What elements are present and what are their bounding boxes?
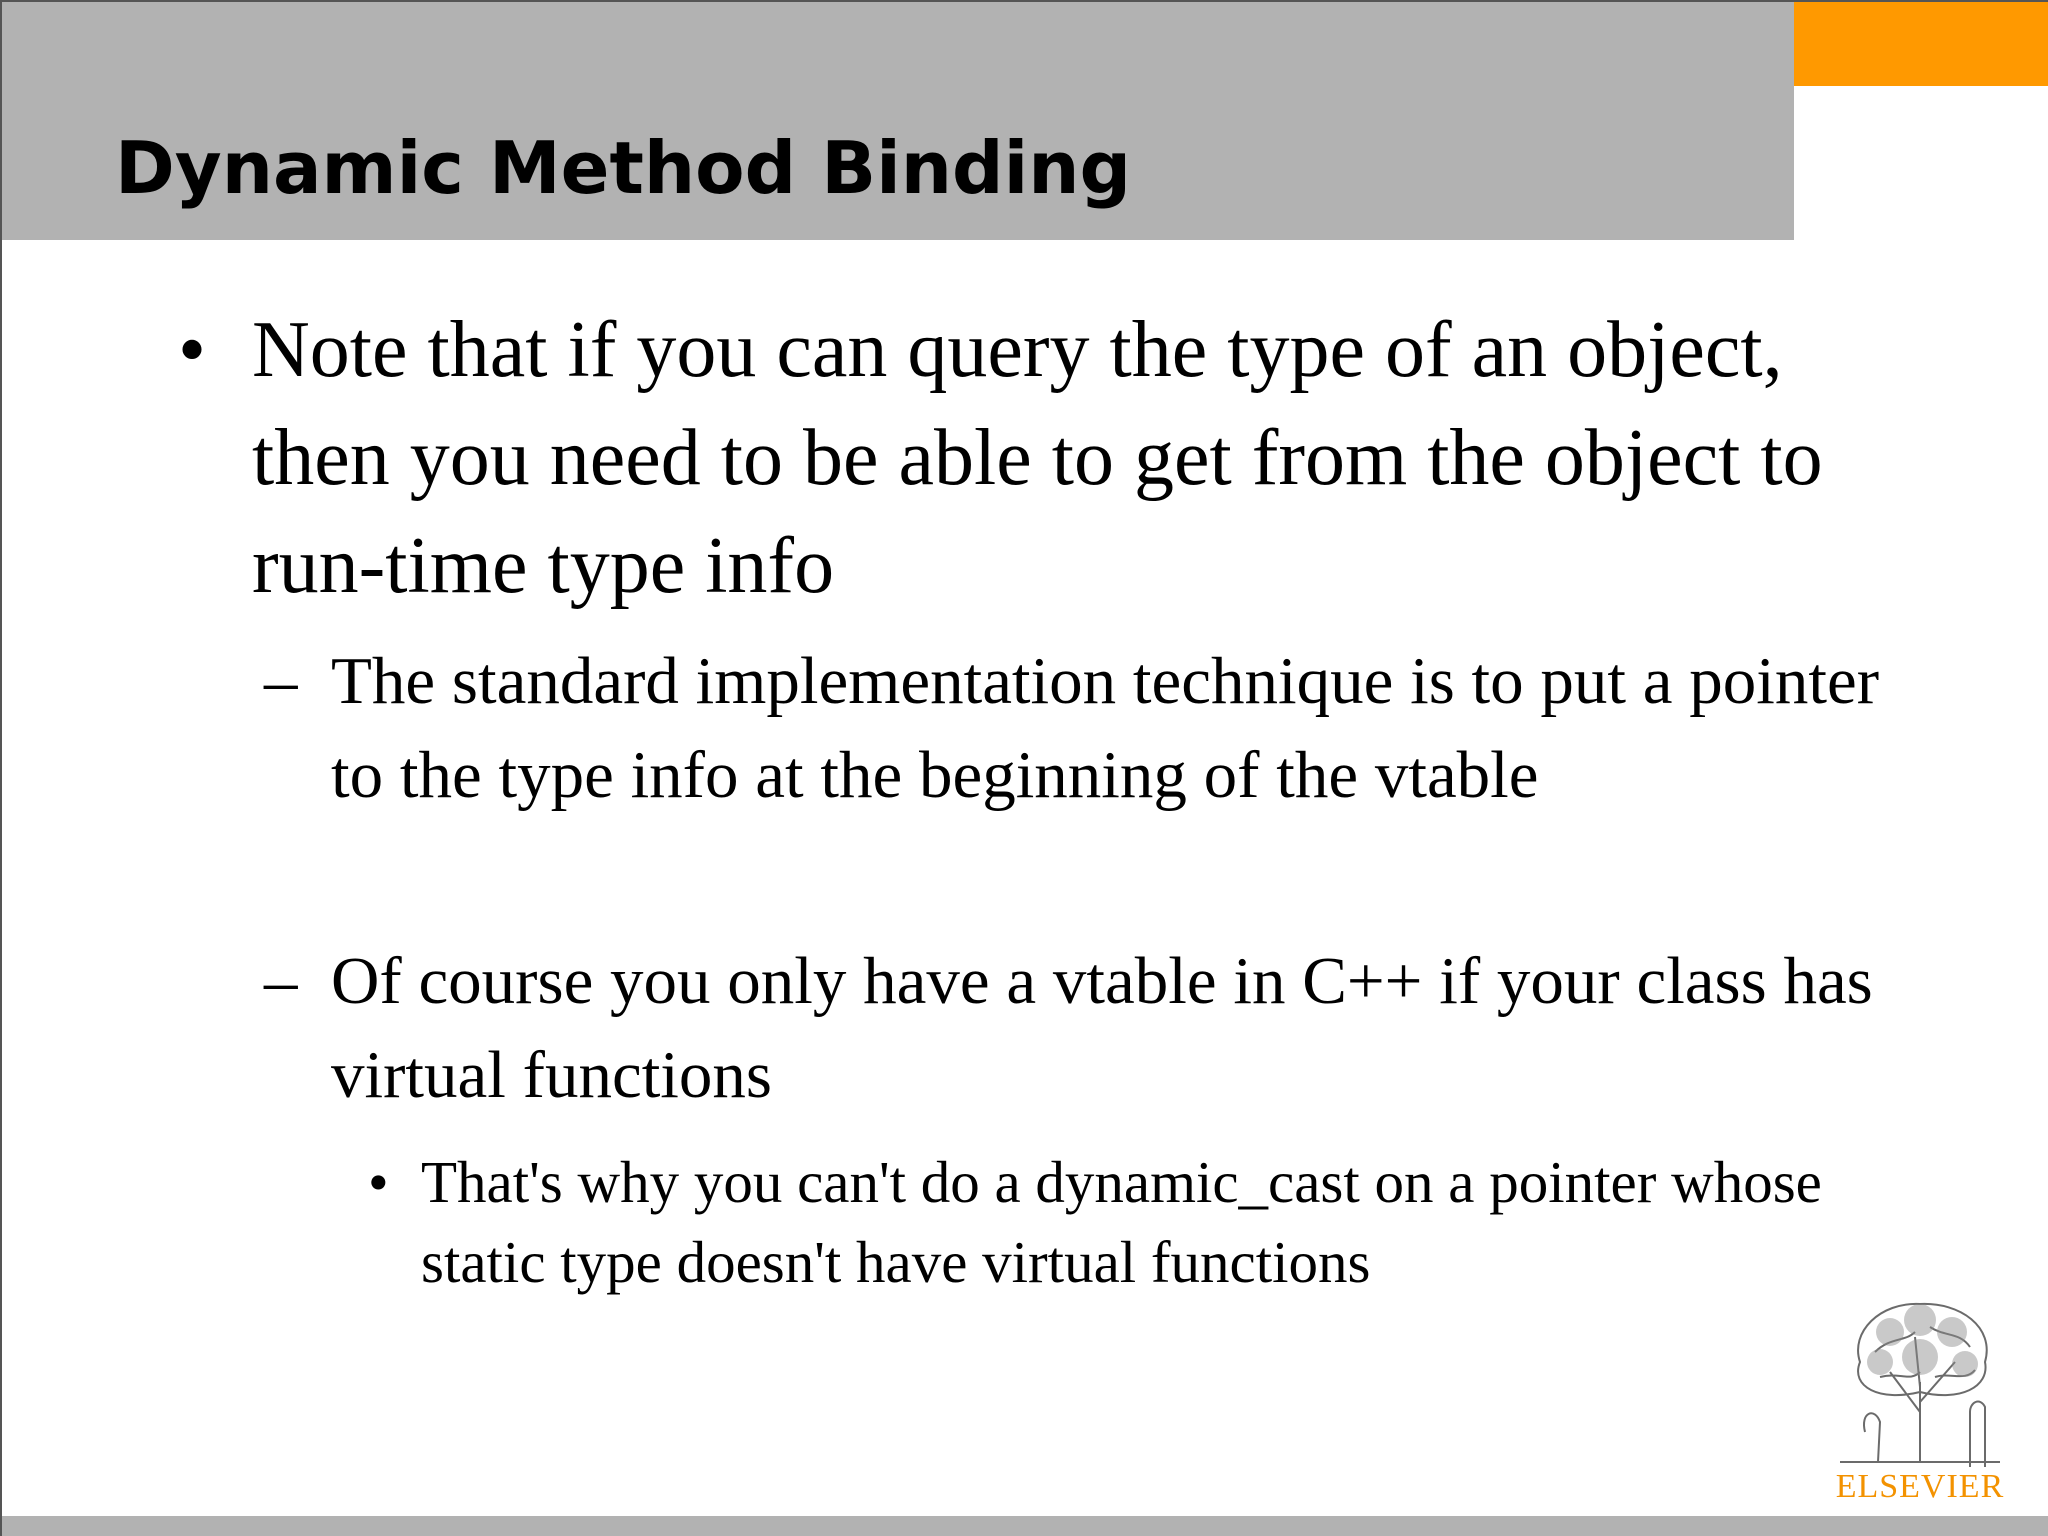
bullet-marker: • — [178, 306, 207, 394]
sub-point-2: Of course you only have a vtable in C++ if your class has virtual functions — [331, 944, 1873, 1112]
bullet-point-1: Note that if you can query the type of an object, then you need to be able to get from the object to run-time type info — [252, 306, 1823, 610]
bottom-bar — [2, 1516, 2048, 1536]
elsevier-logo — [1820, 1292, 2020, 1516]
accent-block — [1794, 2, 2048, 86]
dash-marker: – — [264, 944, 298, 1018]
sub-bullet-marker: • — [368, 1149, 389, 1215]
sub-sub-point-1: That's why you can't do a dynamic_cast on a pointer whose static type doesn't have virtual functions — [421, 1149, 1822, 1295]
dash-marker: – — [264, 644, 298, 718]
sub-point-1: The standard implementation technique is to put a pointer to the type info at the beginning of the vtable — [331, 644, 1880, 812]
logo-wordmark: ELSEVIER — [1835, 1468, 2005, 1505]
tree-icon — [1820, 1292, 2020, 1468]
slide-title: Dynamic Method Binding — [115, 126, 1132, 210]
